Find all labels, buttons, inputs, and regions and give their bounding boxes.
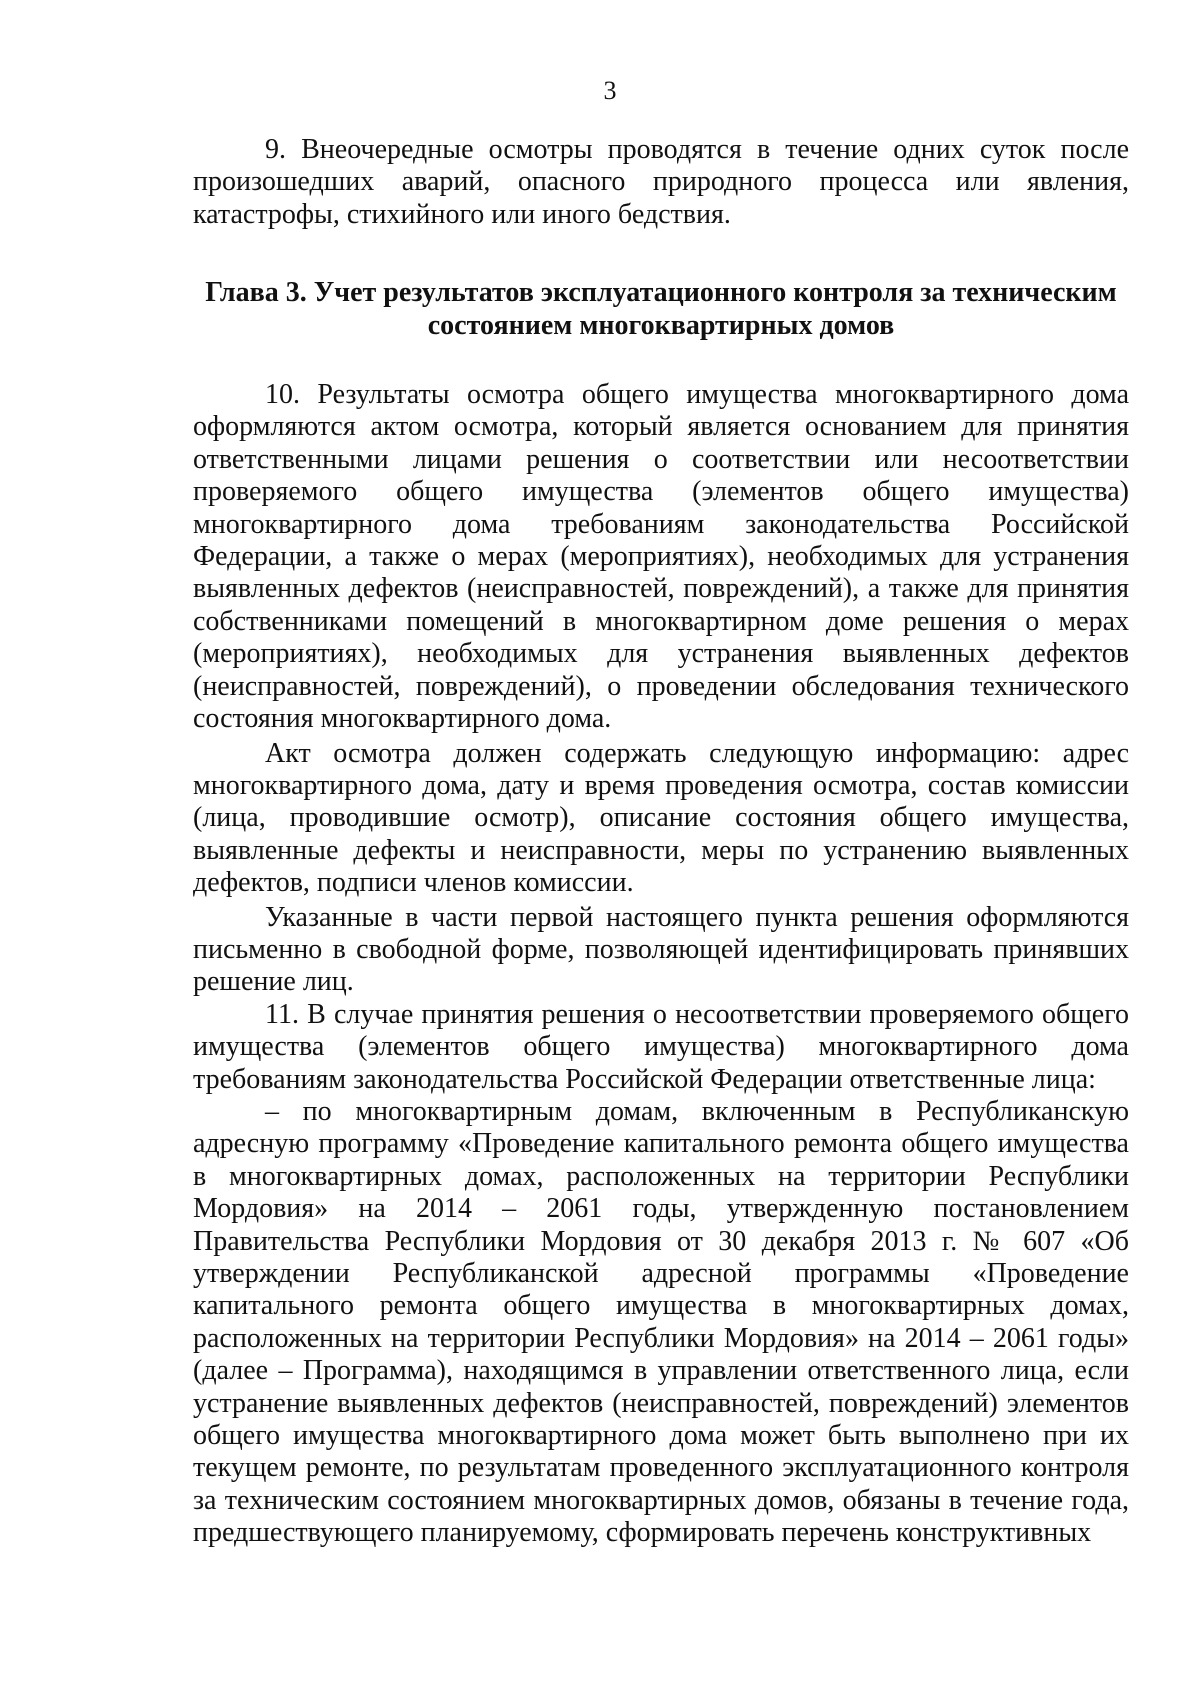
document-body (193, 134, 1129, 1550)
chapter-heading: Глава 3. Учет результатов эксплуатационного контроля за техническим состоянием многоквартирных домов (205, 277, 1117, 341)
paragraph-10-act-contents: Акт осмотра должен содержать следующую информацию: адрес многоквартирного дома, дату и время проведения осмотра, состав комиссии (лица, проводившие осмотр), описание состояния общего имущества, выявленные дефекты и неисправности, меры по устранению выявленных дефектов, подписи членов комиссии. (193, 737, 1129, 899)
paragraph-10: 10. Результаты осмотра общего имущества многоквартирного дома оформляются актом осмотра, который является основанием для принятия ответственными лицами решения о соответствии или несоответствии проверяемого общего имущества (элементов общего имущества) многоквартирного дома требованиям законодательства Российской Федерации, а также о мерах (мероприятиях), необходимых для устранения выявленных дефектов (неисправностей, повреждений), а также для принятия собственниками помещений в многоквартирном доме решения о мерах (мероприятиях), необходимых для устранения выявленных дефектов (неисправностей, повреждений), о проведении обследования технического состояния многоквартирного дома. (193, 379, 1129, 735)
paragraph-11-dash-item: – по многоквартирным домам, включенным в Республиканскую адресную программу «Проведение капитального ремонта общего имущества в многоквартирных домах, расположенных на территории Республики Мордовия» на 2014 – 2061 годы, утвержденную постановлением Правительства Республики Мордовия от 30 декабря 2013 г. № 607 «Об утверждении Республиканской адресной программы «Проведение капитального ремонта общего имущества в многоквартирных домах, расположенных на территории Республики Мордовия» на 2014 – 2061 годы» (далее – Программа), находящимся в управлении ответственного лица, если устранение выявленных дефектов (неисправностей, повреждений) элементов общего имущества многоквартирного дома может быть выполнено при их текущем ремонте, по результатам проведенного эксплуатационного контроля за техническим состоянием многоквартирных домов, обязаны в течение года, предшествующего планируемому, сформировать перечень конструктивных (193, 1095, 1129, 1549)
paragraph-10-decisions: Указанные в части первой настоящего пункта решения оформляются письменно в свободной форме, позволяющей идентифицировать принявших решение лиц. (193, 901, 1129, 998)
paragraph-11: 11. В случае принятия решения о несоответствии проверяемого общего имущества (элементов общего имущества) многоквартирного дома требованиям законодательства Российской Федерации ответственные лица: (193, 998, 1129, 1095)
paragraph-9: 9. Внеочередные осмотры проводятся в течение одних суток после произошедших аварий, опасного природного процесса или явления, катастрофы, стихийного или иного бедствия. (193, 134, 1129, 230)
page-number: 3 (603, 76, 617, 105)
